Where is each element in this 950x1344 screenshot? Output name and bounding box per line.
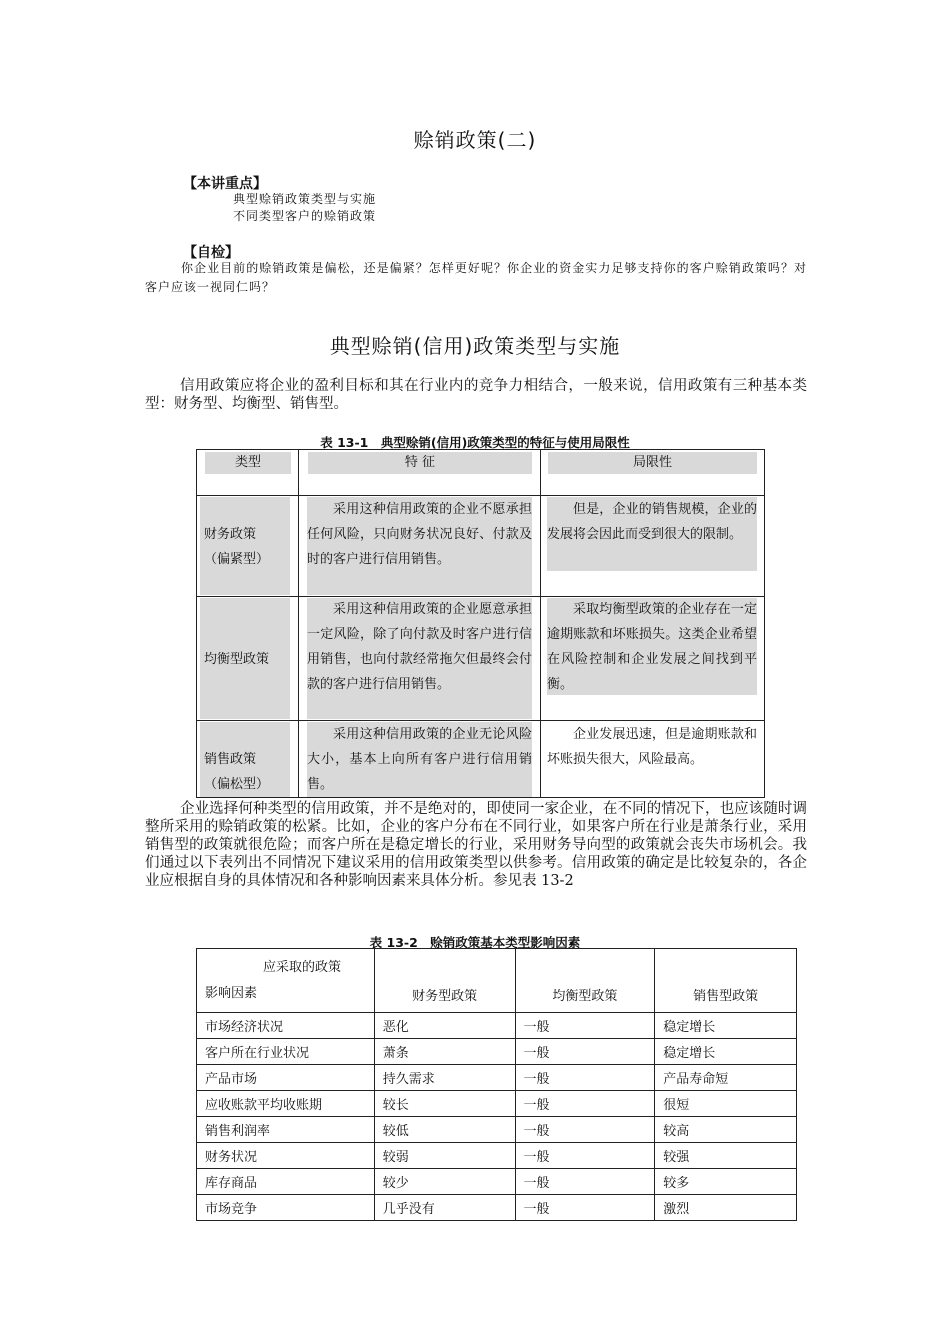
table2-header-finance: 财务型政策 [374, 949, 515, 1013]
table1-header-limit: 局限性 [632, 455, 672, 470]
table2-cell: 较弱 [374, 1143, 515, 1169]
table2-cell: 较低 [374, 1117, 515, 1143]
table2-cell: 应收账款平均收账期 [197, 1091, 375, 1117]
table-row [197, 1195, 797, 1221]
intro-paragraph: 信用政策应将企业的盈利目标和其在行业内的竞争力相结合，一般来说，信用政策有三种基本类型：财务型、均衡型、销售型。 [145, 378, 807, 412]
body-paragraph-2: 企业选择何种类型的信用政策，并不是绝对的，即使同一家企业，在不同的情况下，也应该随时调整所采用的赊销政策的松紧。比如，企业的客户分布在不同行业，如果客户所在行业是萧条行业，采用销售型的政策就很危险；而客户所在是稳定增长的行业，采用财务导向型的政策就会丧失市场机会。我们通过以下表列出不同情况下建议采用的信用政策类型以供参考。信用政策的确定是比较复杂的，各企业应根据自身的具体情况和各种影响因素来具体分析。参见表 13-2 [145, 801, 807, 889]
table2-cell: 一般 [515, 1091, 655, 1117]
focus-item-1: 典型赊销政策类型与实施 [233, 192, 377, 206]
table2-cell: 较长 [374, 1091, 515, 1117]
table-row [197, 1065, 797, 1091]
table-row [197, 1013, 797, 1039]
table2-cell: 一般 [515, 1195, 655, 1221]
table1-caption: 表 13-1 典型赊销(信用)政策类型的特征与使用局限性 [320, 435, 630, 450]
table1-row2-limit: 采取均衡型政策的企业存在一定逾期账款和坏账损失。这类企业希望在风险控制和企业发展之间找到平衡。 [547, 602, 757, 692]
table2-cell: 很短 [655, 1091, 797, 1117]
table2-cell: 库存商品 [197, 1169, 375, 1195]
table2-cell: 财务状况 [197, 1143, 375, 1169]
table2-cell: 稳定增长 [655, 1039, 797, 1065]
self-check-label: 【自检】 [183, 245, 239, 261]
table2-corner-cell: 应采取的政策 影响因素 [197, 949, 375, 1013]
table1-row1-feature: 采用这种信用政策的企业不愿承担任何风险，只向财务状况良好、付款及时的客户进行信用销售。 [307, 502, 532, 567]
table2-cell: 较少 [374, 1169, 515, 1195]
table2-cell: 恶化 [374, 1013, 515, 1039]
table-row [197, 1117, 797, 1143]
table-row [197, 1039, 797, 1065]
table-row [197, 1143, 797, 1169]
table2-cell: 几乎没有 [374, 1195, 515, 1221]
table2-cell: 一般 [515, 1169, 655, 1195]
table2-cell: 市场竞争 [197, 1195, 375, 1221]
focus-label: 【本讲重点】 [183, 176, 267, 192]
table1-header-type: 类型 [234, 455, 261, 470]
table1-row1-limit: 但是，企业的销售规模，企业的发展将会因此而受到很大的限制。 [547, 502, 757, 542]
table2-cell: 销售利润率 [197, 1117, 375, 1143]
table2-cell: 客户所在行业状况 [197, 1039, 375, 1065]
table1 [196, 449, 765, 798]
table2-cell: 一般 [515, 1039, 655, 1065]
table2-cell: 产品市场 [197, 1065, 375, 1091]
table2-cell: 较强 [655, 1143, 797, 1169]
table2-cell: 产品寿命短 [655, 1065, 797, 1091]
table-row [197, 1091, 797, 1117]
table-row [197, 1169, 797, 1195]
table2-cell: 较多 [655, 1169, 797, 1195]
table2-caption: 表 13-2 赊销政策基本类型影响因素 [369, 935, 581, 950]
table2-cell: 一般 [515, 1117, 655, 1143]
table1-header-feature: 特 征 [404, 455, 436, 470]
table1-row2-type: 均衡型政策 [204, 652, 270, 667]
table2-cell: 较高 [655, 1117, 797, 1143]
table2-cell: 持久需求 [374, 1065, 515, 1091]
page-title: 赊销政策(二) [413, 128, 537, 152]
table2 [196, 948, 797, 1221]
focus-item-2: 不同类型客户的赊销政策 [233, 209, 377, 223]
table1-row3-feature: 采用这种信用政策的企业无论风险大小，基本上向所有客户进行信用销售。 [307, 727, 532, 792]
self-check-text: 你企业目前的赊销政策是偏松，还是偏紧？怎样更好呢？你企业的资金实力足够支持你的客户赊销政策吗？对客户应该一视同仁吗？ [145, 261, 807, 294]
table2-cell: 稳定增长 [655, 1013, 797, 1039]
table1-row1-type: 财务政策 （偏紧型） [204, 527, 270, 567]
table1-row2-feature: 采用这种信用政策的企业愿意承担一定风险，除了向付款及时客户进行信用销售，也向付款经常拖欠但最终会付款的客户进行信用销售。 [307, 602, 532, 692]
section-title: 典型赊销(信用)政策类型与实施 [329, 334, 621, 358]
table2-cell: 市场经济状况 [197, 1013, 375, 1039]
table2-header-balanced: 均衡型政策 [515, 949, 655, 1013]
table2-cell: 一般 [515, 1013, 655, 1039]
table2-cell: 激烈 [655, 1195, 797, 1221]
table2-cell: 萧条 [374, 1039, 515, 1065]
table2-header-sales: 销售型政策 [655, 949, 797, 1013]
table1-row3-type: 销售政策 （偏松型） [204, 752, 270, 792]
table2-cell: 一般 [515, 1143, 655, 1169]
table1-row3-limit: 企业发展迅速，但是逾期账款和坏账损失很大，风险最高。 [547, 727, 757, 767]
table2-cell: 一般 [515, 1065, 655, 1091]
